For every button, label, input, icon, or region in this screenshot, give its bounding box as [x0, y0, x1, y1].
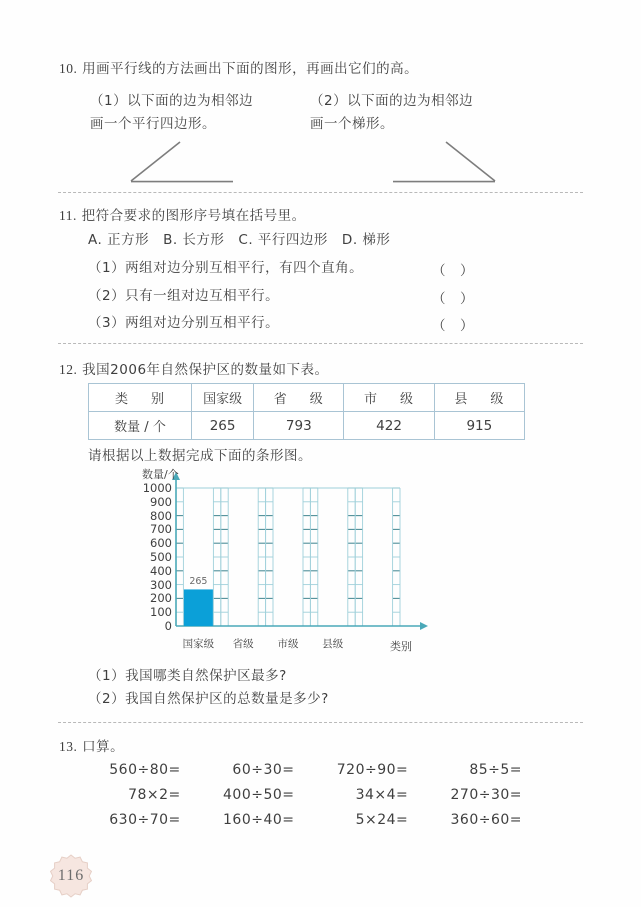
calc-item: 5×24= [355, 812, 409, 828]
exercise-11-item-1: （1）两组对边分别互相平行，有四个直角。 [88, 260, 364, 276]
chart-y-tick: 0 [164, 619, 172, 633]
chart-y-tick: 100 [150, 605, 172, 620]
chart-y-tick: 800 [150, 508, 172, 523]
chart-y-tick: 600 [150, 536, 172, 551]
exercise-10-title [59, 60, 418, 78]
section-separator [58, 722, 583, 723]
table-header-col-3: 县 级 [434, 384, 524, 412]
chart-x-tick: 市级 [277, 638, 299, 650]
exercise-11-item-2: （2）只有一组对边互相平行。 [88, 288, 280, 304]
calc-row [85, 762, 540, 787]
calc-row [85, 787, 540, 812]
exercise-13-title [59, 738, 124, 756]
calc-item: 560÷80= [109, 762, 181, 778]
table-header-quantity: 数量 / 个 [89, 412, 192, 440]
bar-0 [184, 589, 213, 626]
exercise-11-answer-3[interactable]: （ ） [432, 318, 474, 334]
chart-y-tick: 1000 [142, 481, 172, 495]
table-row-header [89, 384, 525, 412]
exercise-12-subtitle: 请根据以上数据完成下面的条形图。 [88, 448, 312, 464]
calc-item: 270÷30= [450, 787, 522, 803]
chart-plot-area [132, 466, 442, 656]
calc-item: 34×4= [355, 787, 409, 803]
exercise-10-sub-a-line1: （1）以下面的边为相邻边 [90, 93, 254, 109]
exercise-12-question-2: （2）我国自然保护区的总数量是多少? [88, 691, 329, 707]
calc-item: 630÷70= [109, 812, 181, 828]
chart-y-tick: 700 [150, 522, 172, 537]
exercise-10-index: 10. [59, 61, 78, 76]
exercise-11-answer-2[interactable]: （ ） [432, 291, 474, 307]
exercise-12-title [59, 361, 329, 379]
exercise-11-item-3: （3）两组对边分别互相平行。 [88, 315, 280, 331]
bar-chart [132, 466, 442, 656]
calc-item: 85÷5= [469, 762, 522, 778]
exercise-11-title-text: 把符合要求的图形序号填在括号里。 [81, 208, 306, 224]
chart-x-axis-label: 类别 [390, 640, 412, 653]
exercise-13-title-text: 口算。 [82, 739, 125, 755]
exercise-11-options: A. 正方形 B. 长方形 C. 平行四边形 D. 梯形 [88, 232, 391, 248]
calc-item: 78×2= [128, 787, 181, 803]
chart-y-tick: 400 [150, 563, 172, 578]
table-header-col-2: 市 级 [344, 384, 434, 412]
exercise-10-sub-b-line2: 画一个梯形。 [310, 116, 394, 132]
table-header-col-1: 省 级 [254, 384, 344, 412]
nature-reserve-table [88, 383, 525, 440]
exercise-12-title-text: 我国2006年自然保护区的数量如下表。 [82, 362, 329, 378]
chart-x-tick: 县级 [322, 638, 344, 650]
exercise-13-index: 13. [59, 739, 78, 754]
page-number: 116 [57, 867, 85, 884]
calc-item: 400÷50= [223, 787, 295, 803]
bar-value-label: 265 [189, 576, 208, 588]
angle-open-left-icon [388, 138, 498, 186]
section-separator [58, 343, 583, 344]
exercise-10-sub-a-line2: 画一个平行四边形。 [90, 116, 216, 132]
calc-item: 60÷30= [232, 762, 295, 778]
exercise-11-title [59, 207, 306, 225]
table-value-2: 422 [344, 412, 434, 440]
exercise-12-question-1: （1）我国哪类自然保护区最多? [88, 668, 287, 684]
table-header-col-0: 国家级 [192, 384, 254, 412]
section-separator [58, 192, 583, 193]
chart-x-tick: 省级 [232, 638, 254, 650]
exercise-12-index: 12. [59, 362, 78, 377]
chart-y-axis-label: 数量/个 [142, 468, 179, 481]
calc-item: 720÷90= [336, 762, 409, 778]
table-row-values [89, 412, 525, 440]
table-value-3: 915 [434, 412, 524, 440]
table-value-1: 793 [254, 412, 344, 440]
table-header-category: 类 别 [89, 384, 192, 412]
page-number-badge [47, 852, 95, 900]
table-value-0: 265 [192, 412, 254, 440]
calc-item: 160÷40= [223, 812, 295, 828]
angle-open-right-icon [128, 138, 238, 186]
exercise-10-sub-b-line1: （2）以下面的边为相邻边 [310, 93, 474, 109]
chart-y-tick: 900 [150, 494, 172, 509]
exercise-10-title-text: 用画平行线的方法画出下面的图形，再画出它们的高。 [82, 61, 419, 77]
exercise-11-answer-1[interactable]: （ ） [432, 263, 474, 279]
calc-row [85, 812, 540, 837]
chart-x-tick: 国家级 [182, 638, 215, 650]
chart-y-tick: 200 [150, 591, 172, 606]
mental-math-grid [85, 762, 540, 837]
calc-item: 360÷60= [450, 812, 522, 828]
chart-y-tick: 300 [150, 577, 172, 592]
chart-y-tick: 500 [150, 550, 172, 564]
exercise-11-index: 11. [59, 208, 77, 223]
